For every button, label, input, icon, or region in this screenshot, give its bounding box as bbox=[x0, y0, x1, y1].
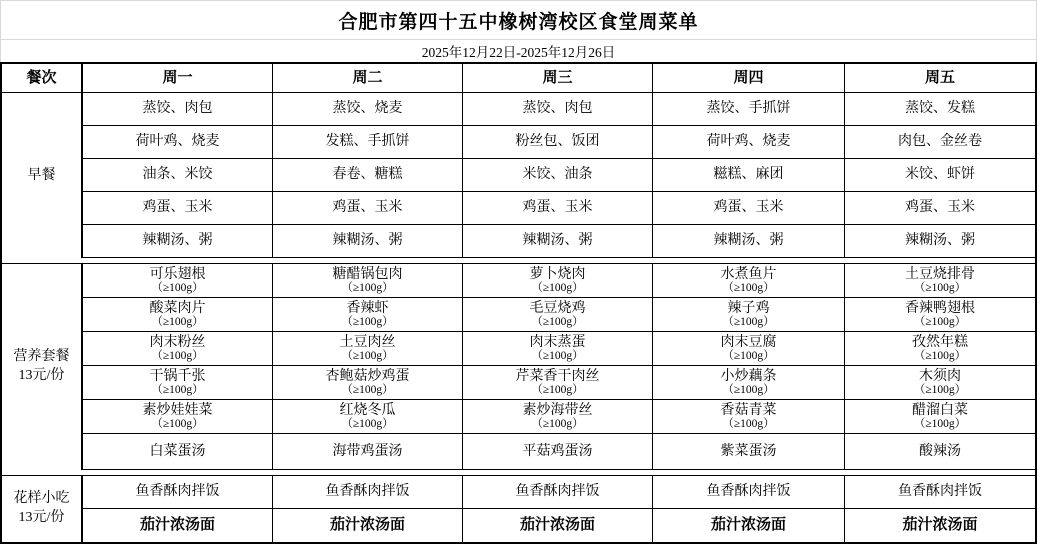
section-label-lunch bbox=[2, 264, 83, 470]
portion-note: （≥100g） bbox=[913, 418, 967, 431]
menu-cell: 茄汁浓汤面 bbox=[83, 509, 273, 542]
menu-cell: 蒸饺、肉包 bbox=[463, 93, 653, 126]
portion-note: （≥100g） bbox=[151, 418, 204, 431]
menu-cell bbox=[845, 366, 1035, 400]
menu-cell: 辣糊汤、粥 bbox=[83, 225, 273, 258]
section-label-lunch-name: 营养套餐 bbox=[13, 349, 70, 365]
dish-name: 毛豆烧鸡 bbox=[529, 300, 586, 316]
dish-name: 孜然年糕 bbox=[912, 334, 968, 350]
menu-cell: 蒸饺、手抓饼 bbox=[653, 93, 845, 126]
portion-note: （≥100g） bbox=[531, 282, 584, 295]
menu-cell bbox=[463, 400, 653, 434]
lunch-section bbox=[2, 264, 1035, 470]
portion-note: （≥100g） bbox=[913, 316, 967, 329]
menu-cell: 米饺、虾饼 bbox=[845, 159, 1035, 192]
dish-name: 糖醋锅包肉 bbox=[332, 266, 403, 282]
dish-name: 萝卜烧肉 bbox=[529, 266, 586, 282]
menu-cell bbox=[273, 298, 463, 332]
menu-table bbox=[0, 62, 1037, 544]
menu-cell bbox=[83, 366, 273, 400]
portion-note: （≥100g） bbox=[341, 282, 394, 295]
menu-cell: 蒸饺、烧麦 bbox=[273, 93, 463, 126]
menu-cell bbox=[273, 332, 463, 366]
dish-name: 肉末粉丝 bbox=[149, 334, 206, 350]
dish-name: 水煮鱼片 bbox=[720, 266, 777, 282]
snacks-section bbox=[2, 476, 1035, 542]
menu-cell bbox=[273, 264, 463, 298]
dish-name: 土豆烧排骨 bbox=[905, 266, 975, 282]
date-range: 2025年12月22日-2025年12月26日 bbox=[0, 40, 1037, 62]
portion-note: （≥100g） bbox=[341, 384, 394, 397]
menu-cell: 茄汁浓汤面 bbox=[653, 509, 845, 542]
menu-cell: 鱼香酥肉拌饭 bbox=[653, 476, 845, 509]
portion-note: （≥100g） bbox=[531, 316, 584, 329]
dish-name: 干锅千张 bbox=[149, 368, 206, 384]
menu-cell bbox=[83, 400, 273, 434]
menu-cell: 米饺、油条 bbox=[463, 159, 653, 192]
section-label-lunch-price: 13元/份 bbox=[18, 368, 65, 383]
menu-cell: 鸡蛋、玉米 bbox=[463, 192, 653, 225]
menu-cell bbox=[83, 264, 273, 298]
menu-cell: 鸡蛋、玉米 bbox=[845, 192, 1035, 225]
dish-name: 酸菜肉片 bbox=[149, 300, 206, 316]
dish-name: 杏鲍菇炒鸡蛋 bbox=[325, 368, 410, 384]
dish-name: 醋溜白菜 bbox=[912, 402, 968, 418]
menu-cell: 辣糊汤、粥 bbox=[463, 225, 653, 258]
portion-note: （≥100g） bbox=[151, 350, 204, 363]
dish-name: 肉末豆腐 bbox=[720, 334, 777, 350]
page-title: 合肥市第四十五中橡树湾校区食堂周菜单 bbox=[0, 0, 1037, 40]
menu-cell: 茄汁浓汤面 bbox=[463, 509, 653, 542]
dish-name: 香菇青菜 bbox=[720, 402, 777, 418]
dish-name: 香辣鸭翅根 bbox=[905, 300, 975, 316]
menu-cell: 鸡蛋、玉米 bbox=[653, 192, 845, 225]
dish-name: 可乐翅根 bbox=[149, 266, 206, 282]
menu-cell bbox=[463, 298, 653, 332]
dish-name: 木须肉 bbox=[919, 368, 961, 384]
menu-cell: 鸡蛋、玉米 bbox=[83, 192, 273, 225]
menu-cell bbox=[463, 332, 653, 366]
portion-note: （≥100g） bbox=[151, 282, 204, 295]
menu-cell bbox=[845, 264, 1035, 298]
table-header-row bbox=[2, 64, 1035, 93]
soup-cell: 平菇鸡蛋汤 bbox=[463, 434, 653, 470]
menu-cell: 辣糊汤、粥 bbox=[845, 225, 1035, 258]
portion-note: （≥100g） bbox=[341, 350, 394, 363]
menu-cell: 肉包、金丝卷 bbox=[845, 126, 1035, 159]
portion-note: （≥100g） bbox=[531, 350, 584, 363]
menu-cell: 茄汁浓汤面 bbox=[902, 516, 978, 534]
menu-cell bbox=[653, 264, 845, 298]
dish-name: 芹菜香干肉丝 bbox=[515, 368, 600, 384]
dish-name: 素炒海带丝 bbox=[522, 402, 593, 418]
menu-cell: 辣糊汤、粥 bbox=[273, 225, 463, 258]
col-header-wed: 周三 bbox=[463, 64, 653, 93]
menu-cell bbox=[845, 298, 1035, 332]
menu-cell: 鱼香酥肉拌饭 bbox=[273, 476, 463, 509]
menu-cell bbox=[463, 366, 653, 400]
menu-cell: 蒸饺、发糕 bbox=[845, 93, 1035, 126]
menu-cell: 春卷、糖糕 bbox=[273, 159, 463, 192]
portion-note: （≥100g） bbox=[722, 282, 775, 295]
dish-name: 香辣虾 bbox=[346, 300, 389, 316]
menu-cell: 发糕、手抓饼 bbox=[273, 126, 463, 159]
menu-cell: 油条、米饺 bbox=[83, 159, 273, 192]
menu-cell bbox=[653, 298, 845, 332]
portion-note: （≥100g） bbox=[151, 316, 204, 329]
menu-cell: 茄汁浓汤面 bbox=[273, 509, 463, 542]
col-header-thu: 周四 bbox=[653, 64, 845, 93]
portion-note: （≥100g） bbox=[341, 418, 394, 431]
menu-cell: 荷叶鸡、烧麦 bbox=[653, 126, 845, 159]
soup-cell: 白菜蛋汤 bbox=[83, 434, 273, 470]
menu-cell bbox=[653, 332, 845, 366]
menu-cell: 辣糊汤、粥 bbox=[653, 225, 845, 258]
menu-cell bbox=[845, 400, 1035, 434]
dish-name: 肉末蒸蛋 bbox=[529, 334, 586, 350]
dish-name: 辣子鸡 bbox=[727, 300, 770, 316]
dish-name: 红烧冬瓜 bbox=[339, 402, 396, 418]
menu-cell bbox=[83, 298, 273, 332]
menu-cell: 荷叶鸡、烧麦 bbox=[83, 126, 273, 159]
menu-cell: 粉丝包、饭团 bbox=[463, 126, 653, 159]
portion-note: （≥100g） bbox=[722, 384, 775, 397]
section-label-snacks-name: 花样小吃 bbox=[13, 491, 70, 507]
menu-cell bbox=[273, 366, 463, 400]
portion-note: （≥100g） bbox=[151, 384, 204, 397]
menu-cell: 鱼香酥肉拌饭 bbox=[463, 476, 653, 509]
portion-note: （≥100g） bbox=[341, 316, 394, 329]
portion-note: （≥100g） bbox=[913, 384, 967, 397]
portion-note: （≥100g） bbox=[722, 418, 775, 431]
breakfast-section bbox=[2, 93, 1035, 258]
soup-cell: 紫菜蛋汤 bbox=[653, 434, 845, 470]
dish-name: 小炒藕条 bbox=[720, 368, 777, 384]
portion-note: （≥100g） bbox=[531, 418, 584, 431]
soup-cell: 酸辣汤 bbox=[845, 434, 1035, 470]
menu-cell bbox=[845, 332, 1035, 366]
col-header-mon: 周一 bbox=[83, 64, 273, 93]
portion-note: （≥100g） bbox=[913, 282, 967, 295]
section-label-snacks bbox=[2, 476, 83, 542]
portion-note: （≥100g） bbox=[531, 384, 584, 397]
menu-cell bbox=[273, 400, 463, 434]
col-header-meal: 餐次 bbox=[2, 64, 83, 93]
section-label-snacks-price: 13元/份 bbox=[18, 510, 65, 525]
dish-name: 素炒娃娃菜 bbox=[142, 402, 213, 418]
menu-cell bbox=[463, 264, 653, 298]
col-header-fri: 周五 bbox=[845, 64, 1035, 93]
menu-cell: 鱼香酥肉拌饭 bbox=[845, 476, 1035, 509]
col-header-tue: 周二 bbox=[273, 64, 463, 93]
menu-cell: 鱼香酥肉拌饭 bbox=[83, 476, 273, 509]
menu-cell bbox=[653, 366, 845, 400]
portion-note: （≥100g） bbox=[722, 350, 775, 363]
portion-note: （≥100g） bbox=[722, 316, 775, 329]
soup-cell: 海带鸡蛋汤 bbox=[273, 434, 463, 470]
menu-cell bbox=[653, 400, 845, 434]
dish-name: 土豆肉丝 bbox=[339, 334, 396, 350]
section-label-breakfast: 早餐 bbox=[2, 93, 83, 258]
menu-cell: 糍糕、麻团 bbox=[653, 159, 845, 192]
menu-cell: 鸡蛋、玉米 bbox=[273, 192, 463, 225]
portion-note: （≥100g） bbox=[913, 350, 967, 363]
menu-cell: 蒸饺、肉包 bbox=[83, 93, 273, 126]
menu-cell bbox=[83, 332, 273, 366]
